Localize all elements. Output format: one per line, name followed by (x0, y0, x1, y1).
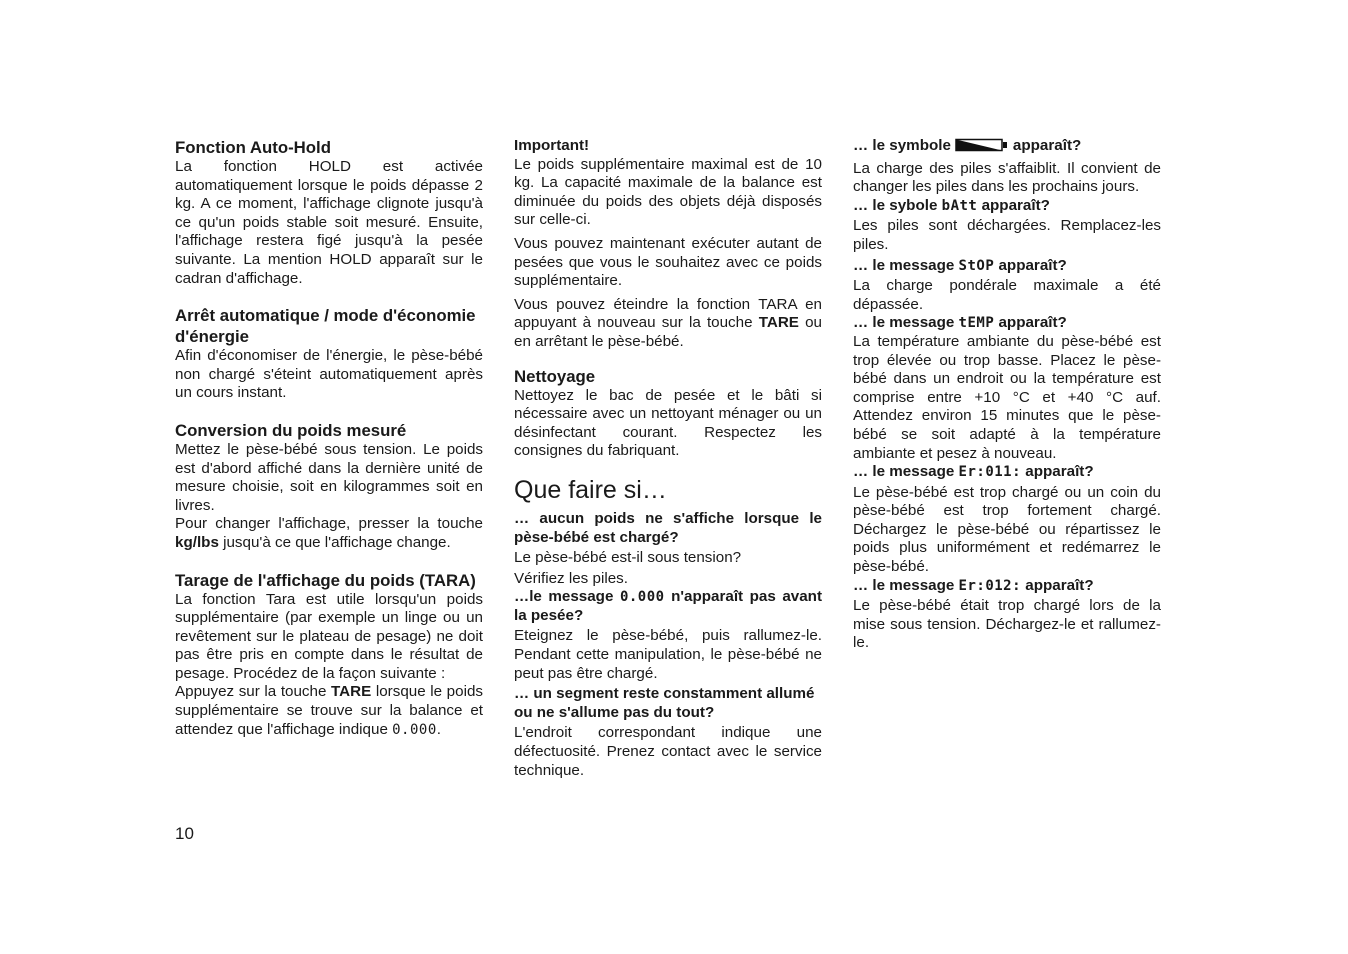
q2-paragraph: Eteignez le pèse-bébé, puis rallumez-le. Pendant cette manipulation, le pèse-bébé ne peut pas être chargé. (514, 627, 822, 682)
tare-key: TARE (331, 683, 372, 701)
que-faire-heading: Que faire si… (514, 475, 667, 504)
arret-heading: Arrêt automatique / mode d'économie d'énergie (175, 306, 476, 347)
tare-key-2: TARE (758, 314, 799, 332)
kg-lbs-key: kg/lbs (175, 533, 219, 551)
s2-heading: … le sybole bAtt apparaît? (853, 196, 1050, 214)
s6-heading: … le message Er:012: apparaît? (853, 576, 1094, 594)
column-right (853, 137, 1161, 653)
lcd-zero-display: 0.000 (392, 721, 437, 738)
q2-heading: …le message 0.000 n'apparaît pas avant la pesée? (514, 588, 822, 624)
important-paragraph-2: Vous pouvez maintenant exécuter autant de pesées que vous le souhaitez avec ce poids supplémentaire. (514, 234, 822, 290)
page-number: 10 (175, 824, 194, 843)
arret-paragraph: Afin d'économiser de l'énergie, le pèse-bébé non chargé s'éteint automatiquement après un cours instant. (175, 347, 483, 402)
q3-heading: … un segment reste constamment allumé ou ne s'allume pas du tout? (514, 685, 815, 721)
lcd-temp-display: tEMP (958, 315, 995, 332)
important-heading: Important! (514, 137, 590, 154)
q1-paragraph-2: Vérifiez les piles. (514, 569, 628, 587)
s3-heading: … le message StOP apparaît? (853, 256, 1067, 274)
s6-paragraph: Le pèse-bébé était trop chargé lors de la mise sous tension. Déchargez-le et rallumez-le. (853, 597, 1161, 652)
s3-paragraph: La charge pondérale maximale a été dépassée. (853, 277, 1161, 313)
autohold-heading: Fonction Auto-Hold (175, 138, 331, 157)
lcd-error-011-display: Er:011: (958, 464, 1022, 481)
s1-paragraph: La charge des piles s'affaiblit. Il convient de changer les piles dans les prochains jours. (853, 159, 1161, 196)
q1-paragraph: Le pèse-bébé est-il sous tension? (514, 549, 742, 567)
autohold-paragraph: La fonction HOLD est activée automatiquement lorsque le poids dépasse 2 kg. A ce moment, l'affichage clignote jusqu'à ce qu'un poids stable soit mesuré. Ensuite, l'affichage restera figé jusqu'à la pesée suivante. La mention HOLD apparaît sur le cadran d'affichage. (175, 158, 483, 287)
s5-paragraph: Le pèse-bébé est trop chargé ou un coin du pèse-bébé est trop fortement chargé. Déchargez le pèse-bébé ou répartissez le poids plus uniformément et redémarrez le pèse-bébé. (853, 483, 1161, 576)
s4-heading: … le message tEMP apparaît? (853, 314, 1067, 332)
battery-low-icon (955, 138, 1009, 158)
nettoyage-paragraph: Nettoyez le bac de pesée et le bâti si nécessaire avec un nettoyant ménager ou un désinfectant courant. Respectez les consignes du fabriquant. (514, 386, 822, 460)
tarage-heading: Tarage de l'affichage du poids (TARA) (175, 570, 476, 590)
conversion-paragraph: Mettez le pèse-bébé sous tension. Le poids est d'abord affiché dans la dernière unité de mesure choisie, soit en kilogrammes soit en livres. (175, 440, 483, 514)
nettoyage-heading: Nettoyage (514, 366, 596, 386)
column-middle (514, 137, 822, 780)
important-paragraph: Le poids supplémentaire maximal est de 10 kg. La capacité maximale de la balance est diminuée du poids des objets déjà disposés sur celle-ci. (514, 155, 822, 229)
conversion-paragraph-2: Pour changer l'affichage, presser la touche kg/lbs jusqu'à ce que l'affichage change. (175, 515, 483, 551)
conversion-heading: Conversion du poids mesuré (175, 420, 407, 440)
s4-paragraph: La température ambiante du pèse-bébé est trop élevée ou trop basse. Placez le pèse-bébé dans un endroit ou la température est comprise entre +10 °C et +40 °C auf. Attendez environ 15 minutes que le pèse-bébé se soit adapté à la température ambiante et pesez à nouveau. (853, 332, 1161, 462)
lcd-error-012-display: Er:012: (958, 577, 1022, 594)
tarage-paragraph: La fonction Tara est utile lorsqu'un poids supplémentaire (par exemple un linge ou un revêtement sur le plateau de pesage) ne doit pas être pris en compte dans le résultat de pesage. Procédez de la façon suivante : (175, 590, 483, 682)
q1-heading: … aucun poids ne s'affiche lorsque le pèse-bébé est chargé? (514, 509, 822, 546)
s2-paragraph: Les piles sont déchargées. Remplacez-les piles. (853, 217, 1161, 253)
tarage-paragraph-2: Appuyez sur la touche TARE lorsque le poids supplémentaire se trouve sur la balance et attendez que l'affichage indique 0.000. (175, 683, 483, 738)
lcd-stop-display: StOP (958, 257, 995, 274)
s1-heading: … le symbole apparaît? (853, 137, 1161, 158)
important-paragraph-3: Vous pouvez éteindre la fonction TARA en appuyant à nouveau sur la touche TARE ou en arrêtant le pèse-bébé. (514, 295, 822, 350)
q3-paragraph: L'endroit correspondant indique une défectuosité. Prenez contact avec le service technique. (514, 724, 822, 779)
lcd-batt-display: bAtt (941, 197, 978, 214)
lcd-zero-display-2: 0.000 (619, 589, 665, 606)
s5-heading: … le message Er:011: apparaît? (853, 463, 1094, 481)
column-left (175, 137, 483, 739)
